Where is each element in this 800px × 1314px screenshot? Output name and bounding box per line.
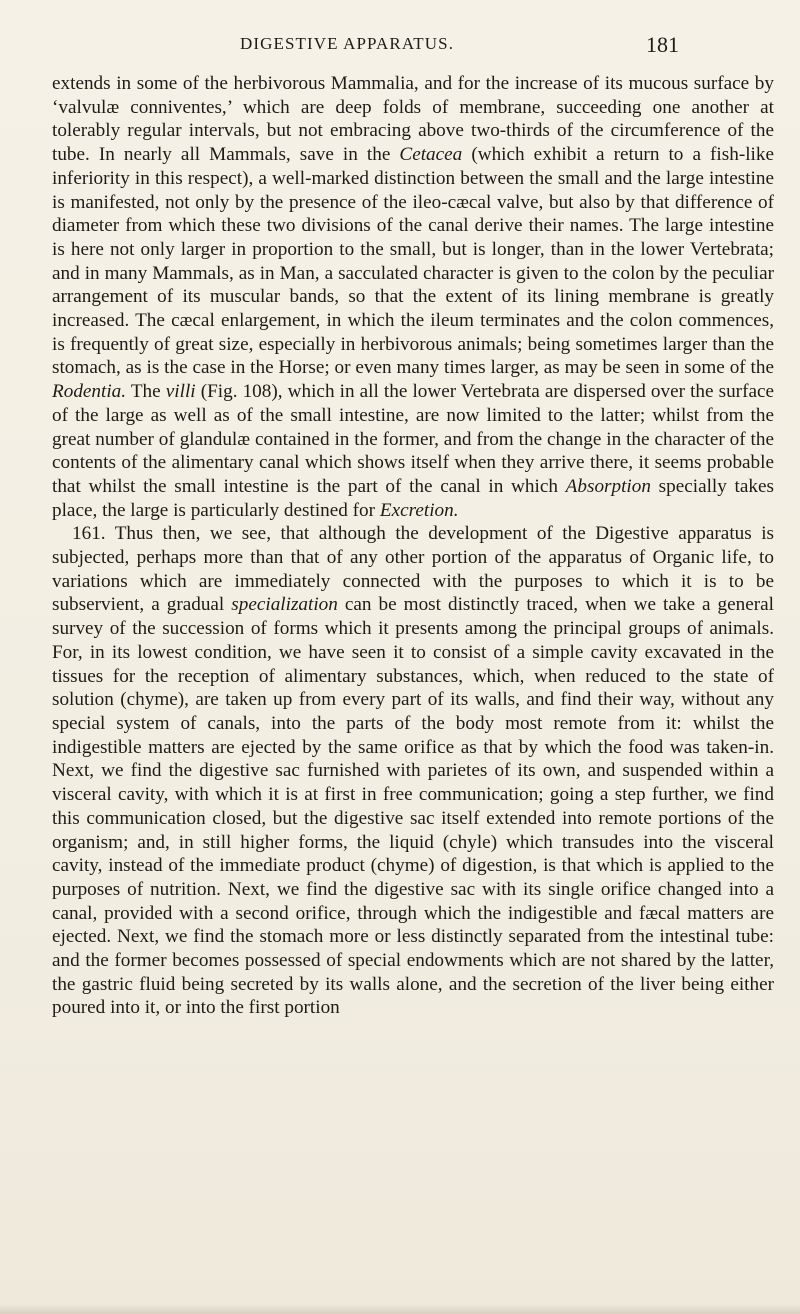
paragraph-1-italic-rodentia: Rodentia. [52,381,127,403]
running-head: DIGESTIVE APPARATUS. [240,34,455,53]
paragraph-2-italic-specialization: specialization [231,594,338,616]
paragraph-1-text-d: (Fig. 108), which in all the lower Vertebrata are dispersed over the surface of the large as well as of the small intestine, are now limited to the latter; whilst from the great number of glandulæ contained in the former, and from the change in the character of the contents of the alimentary canal which shows itself when they arrive there, it seems probable that whilst the small intestine is the part of the canal in which [52,381,775,497]
paragraph-1-italic-cetacea: Cetacea [399,144,463,166]
page-header [0,34,800,64]
paragraph-1-text-b: (which exhibit a return to a fish-like inferiority in this respect), a well-marked distinction between the small and the large intestine is manifested, not only by the presence of the ileo-cæcal valve, but also by that difference of diameter from which these two divisions of the canal derive their names. The large intestine is here not only larger in proportion to the small, but is longer, than in the lower Vertebrata; and in many Mammals, as in Man, a sacculated character is given to the colon by the peculiar arrangement of its muscular bands, so that the extent of its lining membrane is greatly increased. The cæcal enlargement, in which the ileum terminates and the colon commences, is frequently of great size, especially in herbivorous animals; being sometimes larger than the stomach, as is the case in the Horse; or even many times larger, as may be seen in some of the [52,144,774,379]
paragraph-1-italic-excretion: Excretion. [379,499,459,521]
page-bottom-edge [0,1304,800,1314]
paragraph-1-text-c: The [126,381,166,403]
paragraph-1-italic-absorption: Absorption [565,475,651,497]
paragraph-1-text-a: extends in some of the herbivorous Mammalia, and for the increase of its mucous surface by ‘valvulæ conniventes,’ which are deep folds of membrane, succeeding one another at tolerably regular intervals, but not embracing above two-thirds of the circumference of the tube. In nearly all Mammals, save in the [52,73,774,166]
paragraph-2-text-b: can be most distinctly traced, when we take a general survey of the succession of forms which it presents among the principal groups of animals. For, in its lowest condition, we have seen it to consist of a simple cavity excavated in the tissues for the reception of alimentary substances, which, when reduced to the state of solution (chyme), are taken up from every part of its walls, and find their way, without any special system of canals, into the parts of the body most remote from it: whilst the indigestible matters are ejected by the same orifice as that by which the food was taken-in. Next, we find the digestive sac furnished with parietes of its own, and suspended within a visceral cavity, with which it is at first in free communication; going a step further, we find this communication closed, but the digestive sac itself extended into remote portions of the organism; and, in still higher forms, the liquid (chyle) which transudes into the visceral cavity, instead of the immediate product (chyme) of digestion, is that which is applied to the purposes of nutrition. Next, we find the digestive sac with its single orifice changed into a canal, provided with a second orifice, through which the indigestible and fæcal matters are ejected. Next, we find the stomach more or less distinctly separated from the intestinal tube: and the former becomes possessed of special endowments which are not shared by the latter, the gastric fluid being secreted by its walls alone, and the secretion of the liver being either poured into it, or into the first portion [52,594,774,1019]
paragraph-1-italic-villi: villi [165,381,196,403]
paragraph-1 [52,72,774,522]
paragraph-1-text-e: specially takes place, the large is particularly destined for [52,475,774,521]
page-number: 181 [646,32,679,57]
paragraph-2-text-a: 161. Thus then, we see, that although the development of the Digestive apparatus is subjected, perhaps more than that of any other portion of the apparatus of Organic life, to variations which are immediately connected with the purposes to which it is to be subservient, a gradual [52,523,774,616]
body-text [52,72,774,1020]
paragraph-2 [52,522,774,1020]
